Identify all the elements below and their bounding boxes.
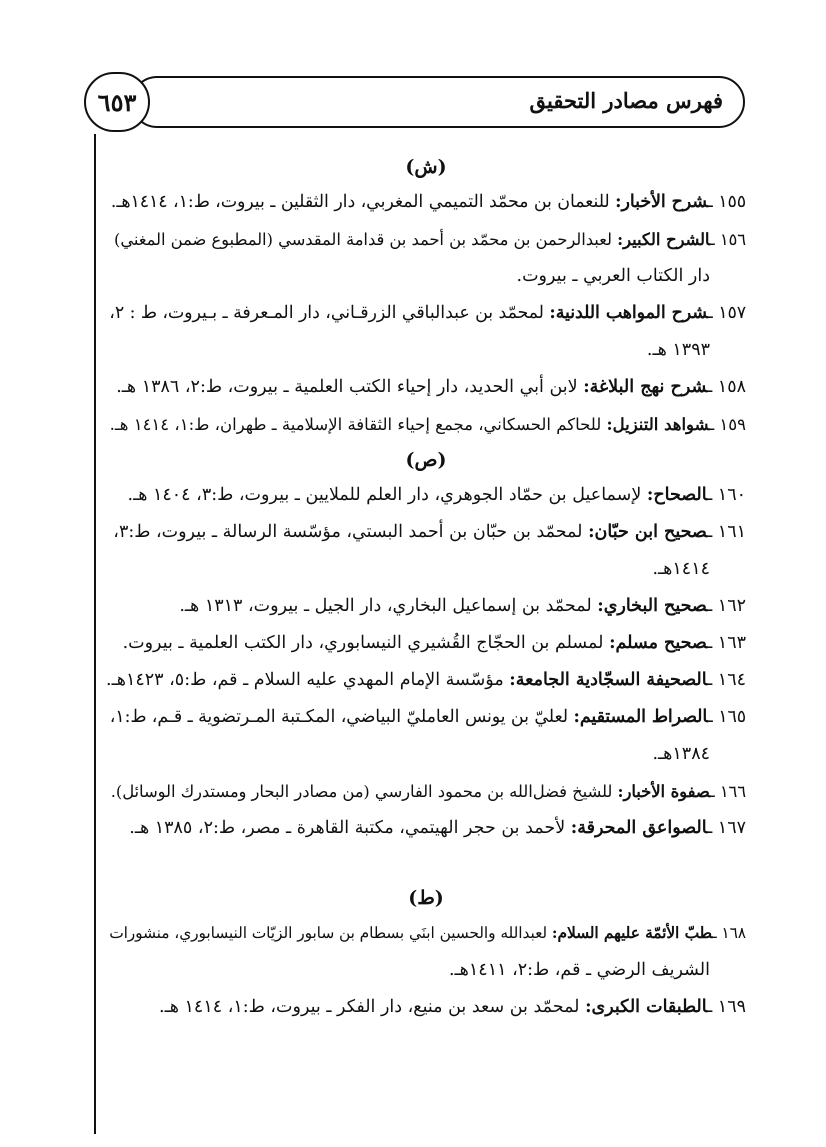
entry-156-continuation: دار الكتاب العربي ـ بيروت.: [516, 266, 710, 286]
entry-169: ١٦٩ ـالطبقات الكبرى: لمحمّد بن سعد بن منيع، دار الفكر ـ بيروت، ط:١، ١٤١٤ هـ.: [159, 997, 746, 1017]
section-heading-sad: (ص): [405, 449, 447, 471]
entry-163: ١٦٣ ـصحيح مسلم: لمسلم بن الحجّاج القُشيري النيسابوري، دار الكتب العلمية ـ بيروت.: [122, 633, 746, 653]
entry-158: ١٥٨ ـشرح نهج البلاغة: لابن أبي الحديد، دار إحياء الكتب العلمية ـ بيروت، ط:٢، ١٣٨٦ هـ.: [116, 377, 746, 397]
entry-166: ١٦٦ ـصفوة الأخبار: للشيخ فضل‌الله بن محمود الفارسي (من مصادر البحار ومستدرك الوسائل).: [110, 782, 746, 801]
entry-164: ١٦٤ ـالصحيفة السجّادية الجامعة: مؤسّسة الإمام المهدي عليه السلام ـ قم، ط:٥، ١٤٢٣هـ.: [106, 670, 746, 690]
entry-168: ١٦٨ ـطبّ الأئمّة عليهم السلام: لعبدالله والحسين ابنَي بسطام بن سابور الزيّات النيسابوري، منشورات: [109, 924, 746, 942]
entry-165-continuation: ١٣٨٤هـ.: [652, 744, 710, 764]
running-header: [131, 76, 745, 128]
margin-rule: [94, 134, 96, 1134]
entry-168-continuation: الشريف الرضي ـ قم، ط:٢، ١٤١١هـ.: [448, 960, 710, 980]
entry-157-continuation: ١٣٩٣ هـ.: [646, 340, 710, 360]
entry-156: ١٥٦ ـالشرح الكبير: لعبدالرحمن بن محمّد بن أحمد بن قدامة المقدسي (المطبوع ضمن المغني): [114, 230, 746, 249]
entry-162: ١٦٢ ـصحيح البخاري: لمحمّد بن إسماعيل البخاري، دار الجيل ـ بيروت، ١٣١٣ هـ.: [179, 596, 746, 616]
entry-161-continuation: ١٤١٤هـ.: [652, 559, 710, 579]
page-number: ٦٥٣: [84, 72, 150, 132]
section-heading-ta: (ط): [408, 887, 444, 909]
entry-161: ١٦١ ـصحيح ابن حبّان: لمحمّد بن حبّان بن أحمد البستي، مؤسّسة الرسالة ـ بيروت، ط:٣،: [113, 522, 746, 542]
entry-155: ١٥٥ ـشرح الأخبار: للنعمان بن محمّد التميمي المغربي، دار الثقلين ـ بيروت، ط:١، ١٤١٤هـ.: [110, 192, 746, 212]
section-heading-shin: (ش): [405, 156, 447, 178]
section-spacer: [106, 847, 746, 881]
entry-167: ١٦٧ ـالصواعق المحرقة: لأحمد بن حجر الهيتمي، مكتبة القاهرة ـ مصر، ط:٢، ١٣٨٥ هـ.: [129, 818, 746, 838]
entry-160: ١٦٠ ـالصحاح: لإسماعيل بن حمّاد الجوهري، دار العلم للملايين ـ بيروت، ط:٣، ١٤٠٤ هـ.: [127, 485, 746, 505]
entry-157: ١٥٧ ـشرح المواهب اللدنية: لمحمّد بن عبدالباقي الزرقـاني، دار المـعرفة ـ بـيروت، ط : ٢،: [109, 303, 746, 323]
bibliography-list: [106, 150, 746, 1026]
entry-165: ١٦٥ ـالصراط المستقيم: لعليّ بن يونس العامليّ البياضي، المكـتبة المـرتضوية ـ قـم، ط:١،: [109, 707, 746, 727]
page-title: فهرس مصادر التحقيق: [529, 88, 723, 113]
entry-159: ١٥٩ ـشواهد التنزيل: للحاكم الحسكاني، مجمع إحياء الثقافة الإسلامية ـ طهران، ط:١، ١٤١٤ هـ.: [109, 415, 746, 434]
